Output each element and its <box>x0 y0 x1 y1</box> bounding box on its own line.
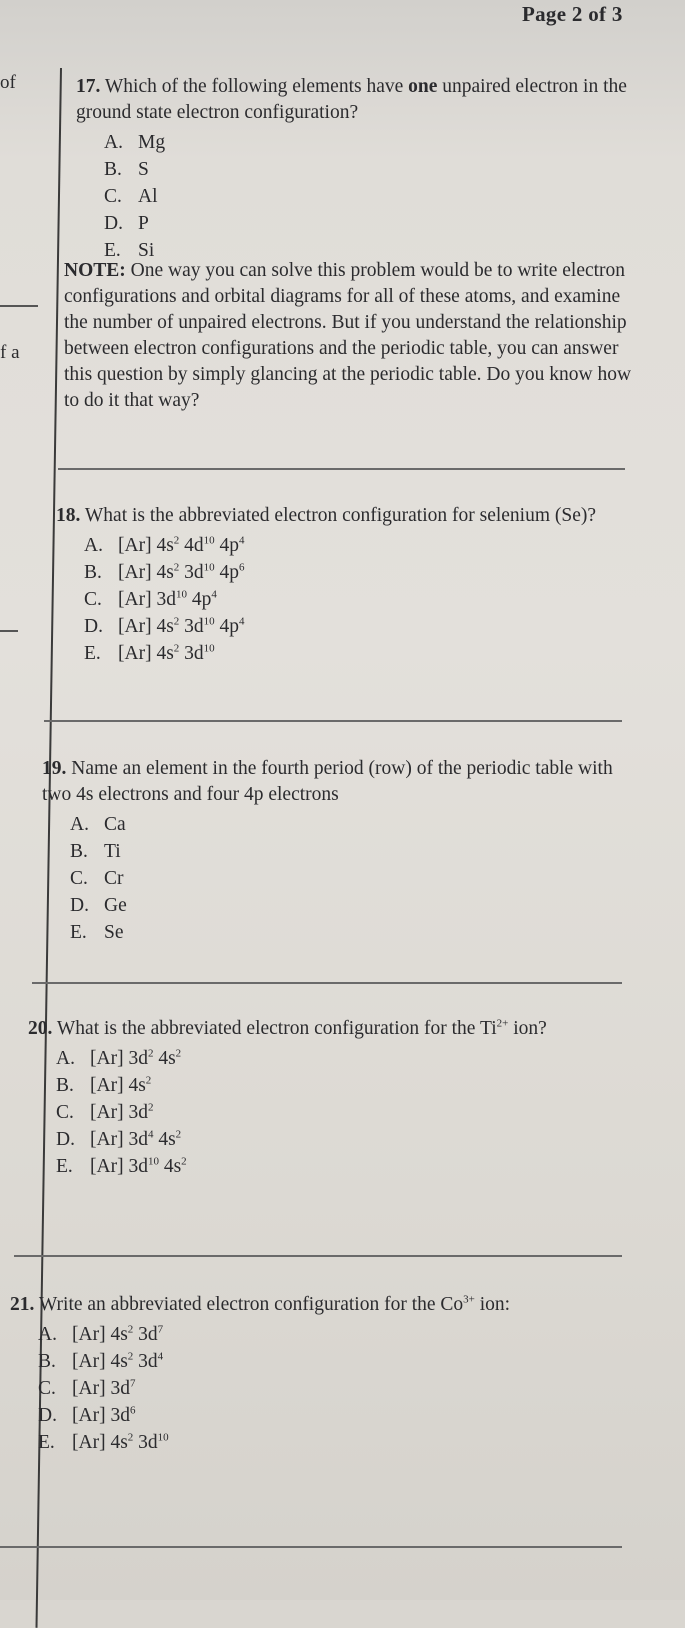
question-stem: 17. Which of the following elements have one unpaired electron in the ground state electron configuration? <box>76 76 627 123</box>
option-text: [Ar] $3d^6$ <box>72 1404 136 1426</box>
question-17 <box>76 74 631 264</box>
answer-option <box>70 811 632 838</box>
note-block <box>64 258 639 414</box>
answer-options <box>76 129 631 264</box>
question-20 <box>28 1016 628 1180</box>
answer-option <box>56 1099 628 1126</box>
option-text: Al <box>138 186 158 207</box>
answer-option <box>70 838 632 865</box>
option-text: [Ar] $4s^2$ $3d^{10}$ $4p^6$ <box>118 561 245 583</box>
ion-charge: 2+ <box>496 1017 509 1030</box>
option-letter: C. <box>70 868 88 889</box>
question-18 <box>56 503 631 667</box>
question-number: 17. <box>76 76 101 97</box>
answer-option <box>56 1126 628 1153</box>
answer-option <box>70 919 632 946</box>
option-letter: A. <box>70 814 89 835</box>
answer-option <box>104 129 631 156</box>
answer-option <box>70 865 632 892</box>
answer-option <box>38 1321 625 1348</box>
answer-options <box>42 811 632 946</box>
question-stem: 20. What is the abbreviated electron configuration for the $Ti^{2+}$ ion? <box>28 1017 547 1039</box>
option-text: Ge <box>104 895 127 916</box>
option-text: Se <box>104 922 124 943</box>
option-letter: A. <box>56 1048 75 1069</box>
separator-line <box>0 1546 622 1548</box>
answer-option <box>84 532 631 559</box>
option-text: Ti <box>104 841 121 862</box>
answer-option <box>56 1153 628 1180</box>
option-letter: D. <box>70 895 89 916</box>
answer-option <box>38 1429 625 1456</box>
answer-option <box>56 1045 628 1072</box>
ion-charge: 3+ <box>463 1293 475 1306</box>
option-text: P <box>138 213 149 234</box>
question-number: 18. <box>56 505 81 526</box>
option-text: [Ar] $4s^2$ $3d^{10}$ <box>118 642 215 664</box>
emphasis-one: one <box>408 76 438 97</box>
option-letter: B. <box>38 1351 56 1372</box>
option-letter: D. <box>84 616 103 637</box>
question-19 <box>42 756 632 946</box>
ion-symbol: Co <box>440 1294 464 1315</box>
option-text: S <box>138 159 149 180</box>
option-text: [Ar] $3d^2$ $4s^2$ <box>90 1047 182 1069</box>
option-text: [Ar] $4s^2$ $3d^{10}$ <box>72 1431 169 1453</box>
ion-symbol: Ti <box>479 1018 497 1039</box>
option-text: [Ar] $3d^7$ <box>72 1377 136 1399</box>
page-number: Page 2 of 3 <box>522 2 623 26</box>
separator-line <box>58 468 625 470</box>
answer-option <box>104 210 631 237</box>
option-letter: B. <box>104 159 122 180</box>
answer-option <box>70 892 632 919</box>
option-letter: E. <box>38 1432 55 1453</box>
answer-option <box>56 1072 628 1099</box>
option-text: [Ar] $4s^2$ $4d^{10}$ $4p^4$ <box>118 534 245 556</box>
option-letter: B. <box>84 562 102 583</box>
option-text: [Ar] $4s^2$ <box>90 1074 152 1096</box>
option-text: [Ar] $4s^2$ $3d^4$ <box>72 1350 164 1372</box>
option-letter: C. <box>84 589 102 610</box>
option-letter: A. <box>104 132 123 153</box>
margin-dash <box>0 305 38 307</box>
answer-options <box>10 1321 625 1456</box>
option-letter: C. <box>38 1378 56 1399</box>
answer-option <box>104 183 631 210</box>
option-letter: E. <box>56 1156 73 1177</box>
question-stem: 21. Write an abbreviated electron configuration for the $Co^{3+}$ ion: <box>10 1293 511 1315</box>
answer-option <box>38 1348 625 1375</box>
option-letter: A. <box>38 1324 57 1345</box>
answer-option <box>38 1375 625 1402</box>
question-number: 21. <box>10 1294 35 1315</box>
option-text: [Ar] $4s^2$ $3d^{10}$ $4p^4$ <box>118 615 245 637</box>
option-letter: D. <box>104 213 123 234</box>
note-text: One way you can solve this problem would be to write electron configurations and orbital diagrams for all of these atoms, and examine the number of unpaired electrons. But if you understand the relationship between electron configurations and the periodic table, you can answer this question by simply glancing at the periodic table. Do you know how to do it that way? <box>64 260 632 411</box>
answer-option <box>104 156 631 183</box>
option-letter: B. <box>70 841 88 862</box>
answer-option <box>84 559 631 586</box>
option-text: [Ar] $3d^{10}$ $4p^4$ <box>118 588 217 610</box>
option-letter: E. <box>70 922 87 943</box>
option-letter: E. <box>84 643 101 664</box>
separator-line <box>32 982 622 984</box>
margin-fragment: f a <box>0 342 20 363</box>
option-text: [Ar] $3d^2$ <box>90 1101 154 1123</box>
option-text: Cr <box>104 868 124 889</box>
margin-fragment: of <box>0 72 16 93</box>
separator-line <box>44 720 622 722</box>
answer-option <box>84 613 631 640</box>
option-text: [Ar] $3d^{10}$ $4s^2$ <box>90 1155 187 1177</box>
separator-line <box>14 1255 622 1257</box>
option-letter: C. <box>56 1102 74 1123</box>
option-letter: A. <box>84 535 103 556</box>
question-number: 19. <box>42 758 67 779</box>
option-text: [Ar] $4s^2$ $3d^7$ <box>72 1323 164 1345</box>
margin-dash <box>0 630 18 632</box>
option-letter: C. <box>104 186 122 207</box>
question-number: 20. <box>28 1018 53 1039</box>
question-stem: 18. What is the abbreviated electron configuration for selenium (Se)? <box>56 505 597 526</box>
answer-option <box>84 640 631 667</box>
answer-option <box>84 586 631 613</box>
option-text: Mg <box>138 132 166 153</box>
question-stem: 19. Name an element in the fourth period (row) of the periodic table with two 4s electrons and four 4p electrons <box>42 758 613 805</box>
option-text: [Ar] $3d^4$ $4s^2$ <box>90 1128 182 1150</box>
option-letter: D. <box>56 1129 75 1150</box>
answer-option <box>38 1402 625 1429</box>
option-text: Si <box>138 240 155 261</box>
note-label: NOTE: <box>64 260 126 281</box>
answer-options <box>28 1045 628 1180</box>
answer-options <box>56 532 631 667</box>
question-21 <box>10 1292 625 1456</box>
option-letter: E. <box>104 240 121 261</box>
option-letter: B. <box>56 1075 74 1096</box>
option-letter: D. <box>38 1405 57 1426</box>
option-text: Ca <box>104 814 126 835</box>
